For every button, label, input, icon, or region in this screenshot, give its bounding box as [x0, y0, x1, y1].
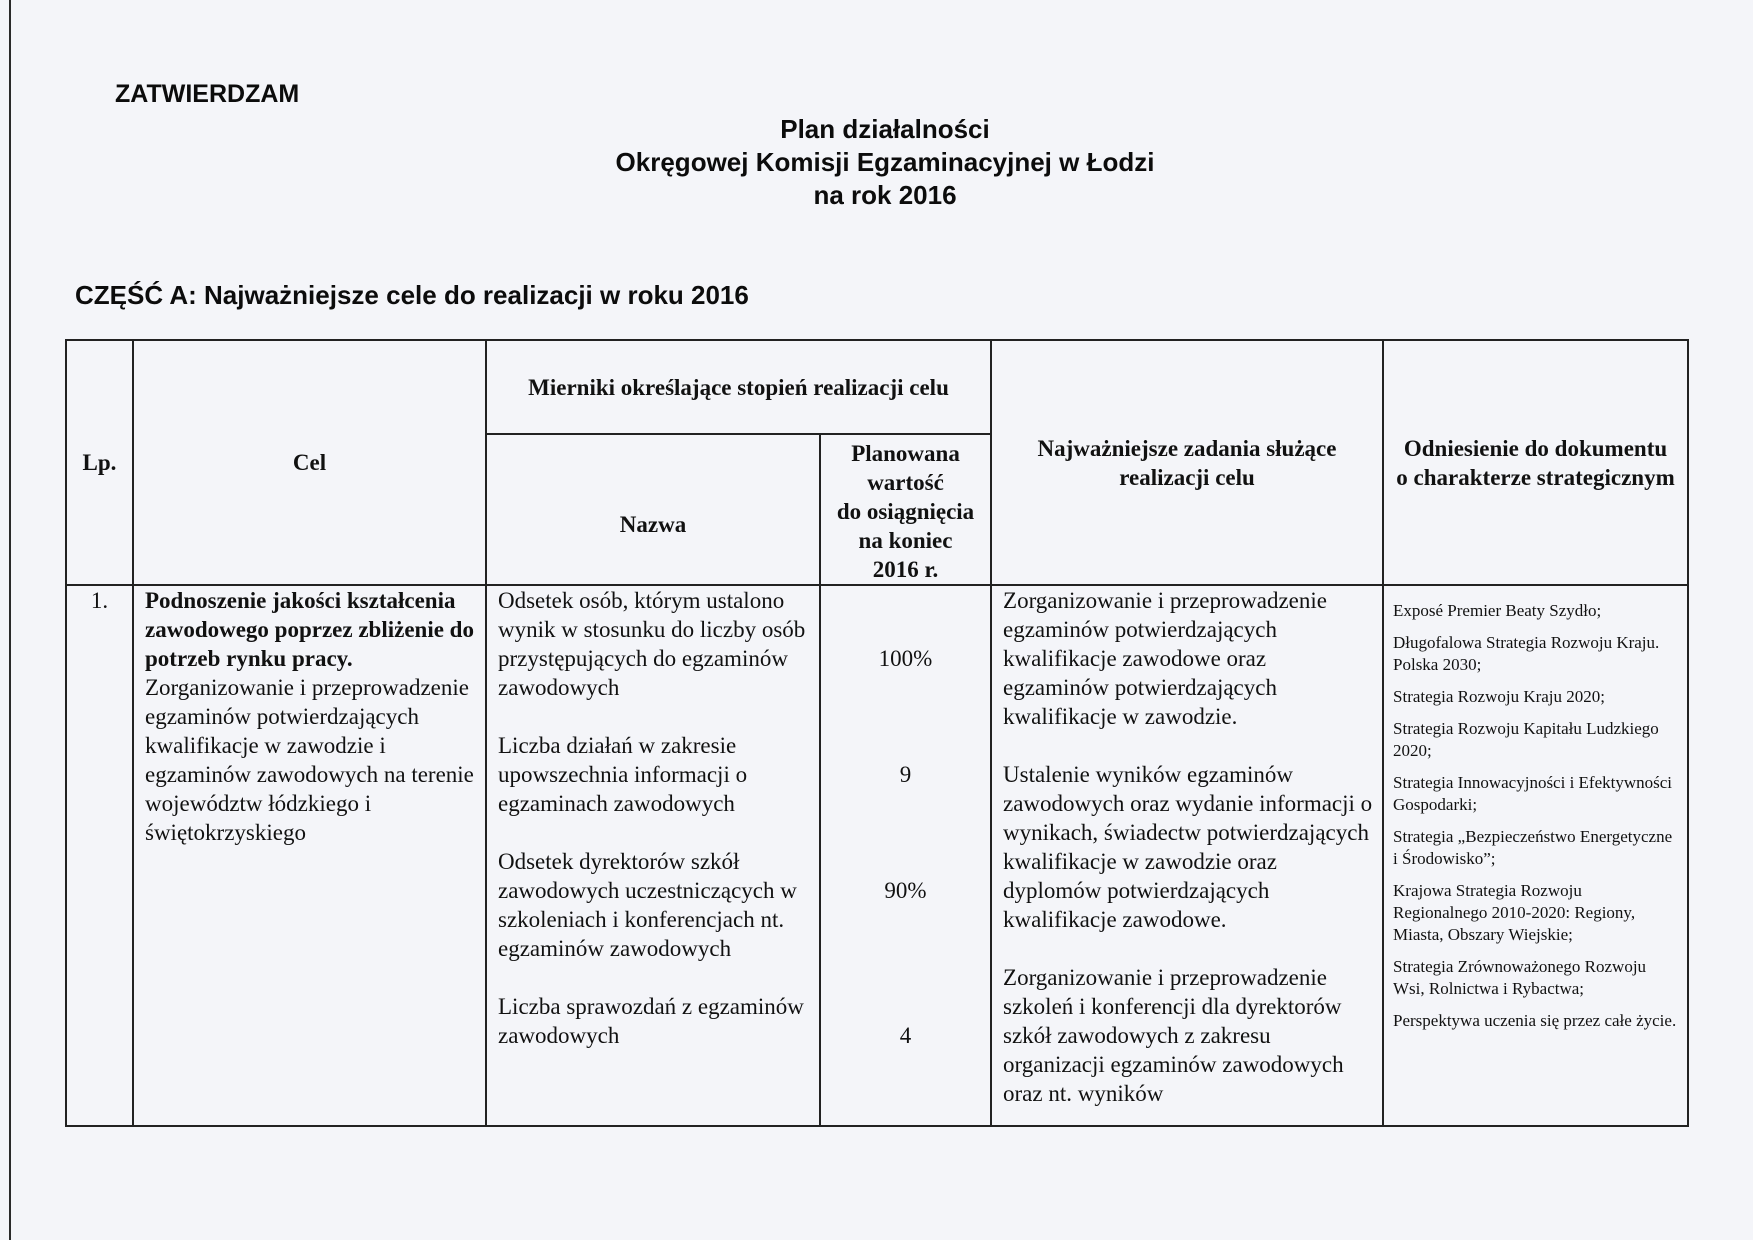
- goal-description: Zorganizowanie i przeprowadzenie egzaminów potwierdzających kwalifikacje w zawodzie i egzaminów zawodowych na terenie województw łódzkiego i świętokrzyskiego: [145, 675, 474, 845]
- document-item: Krajowa Strategia Rozwoju Regionalnego 2010-2020: Regiony, Miasta, Obszary Wiejskie;: [1393, 881, 1636, 944]
- header-lp: Lp.: [66, 340, 133, 585]
- value-item: 4: [899, 1023, 912, 1048]
- document-item: Perspektywa uczenia się przez całe życie.: [1393, 1011, 1677, 1030]
- approval-stamp-text: ZATWIERDZAM: [115, 80, 300, 108]
- row-measures: [486, 585, 820, 1126]
- row-documents: [1383, 585, 1688, 1126]
- goal-title: Podnoszenie jakości kształcenia zawodowego poprzez zbliżenie do potrzeb rynku pracy.: [145, 588, 474, 671]
- document-item: Strategia Innowacyjności i Efektywności Gospodarki;: [1393, 773, 1673, 814]
- title-line-3: na rok 2016: [813, 180, 957, 210]
- value-item: 100%: [878, 646, 933, 671]
- measure-item: Odsetek osób, którym ustalono wynik w stosunku do liczby osób przystępujących do egzaminów zawodowych: [498, 588, 806, 700]
- task-item: Ustalenie wyników egzaminów zawodowych oraz wydanie informacji o wynikach, świadectw potwierdzających kwalifikacje w zawodzie oraz dyplomów potwierdzających kwalifikacje zawodowe.: [1003, 762, 1373, 932]
- measure-item: Liczba sprawozdań z egzaminów zawodowych: [498, 994, 804, 1048]
- header-planowana: [820, 434, 991, 585]
- title-line-2: Okręgowej Komisji Egzaminacyjnej w Łodzi: [615, 147, 1155, 177]
- document-item: Strategia „Bezpieczeństwo Energetyczne i Środowisko”;: [1393, 827, 1673, 868]
- header-planowana-line: 2016 r.: [872, 557, 939, 582]
- part-heading: CZĘŚĆ A: Najważniejsze cele do realizacji w roku 2016: [75, 280, 749, 310]
- header-nazwa: Nazwa: [486, 434, 820, 585]
- task-item: Zorganizowanie i przeprowadzenie szkoleń i konferencji dla dyrektorów szkół zawodowych z zakresu organizacji egzaminów zawodowych oraz nt. wyników: [1003, 965, 1344, 1106]
- header-planowana-line: wartość: [867, 470, 944, 495]
- row-tasks: [991, 585, 1383, 1126]
- document-item: Exposé Premier Beaty Szydło;: [1393, 601, 1602, 620]
- document-item: Długofalowa Strategia Rozwoju Kraju. Polska 2030;: [1393, 633, 1660, 674]
- value-item: 90%: [884, 878, 927, 903]
- header-planowana-line: Planowana: [851, 441, 960, 466]
- row-cel: [133, 585, 486, 1126]
- page-title: [520, 113, 1250, 212]
- header-zadania: Najważniejsze zadania służące realizacji celu: [991, 340, 1383, 585]
- table-row: [66, 585, 1688, 1126]
- plan-table: [65, 339, 1689, 1127]
- value-item: 9: [899, 762, 912, 787]
- page-left-edge: [9, 0, 11, 1240]
- measure-item: Odsetek dyrektorów szkół zawodowych uczestniczących w szkoleniach i konferencjach nt. egzaminów zawodowych: [498, 849, 797, 961]
- task-item: Zorganizowanie i przeprowadzenie egzaminów potwierdzających kwalifikacje zawodowe oraz egzaminów potwierdzających kwalifikacje w zawodzie.: [1003, 588, 1327, 729]
- document-item: Strategia Rozwoju Kapitału Ludzkiego 2020;: [1393, 719, 1659, 760]
- header-planowana-line: na koniec: [858, 528, 953, 553]
- title-line-1: Plan działalności: [780, 114, 990, 144]
- header-cel: Cel: [133, 340, 486, 585]
- measure-item: Liczba działań w zakresie upowszechnia informacji o egzaminach zawodowych: [498, 733, 748, 816]
- row-lp: 1.: [66, 585, 133, 1126]
- header-planowana-line: do osiągnięcia: [836, 499, 975, 524]
- header-odniesienie: Odniesienie do dokumentu o charakterze strategicznym: [1383, 340, 1688, 585]
- document-item: Strategia Rozwoju Kraju 2020;: [1393, 687, 1606, 706]
- header-mierniki: Mierniki określające stopień realizacji celu: [486, 340, 991, 434]
- document-item: Strategia Zrównoważonego Rozwoju Wsi, Rolnictwa i Rybactwa;: [1393, 957, 1647, 998]
- row-values: [820, 585, 991, 1126]
